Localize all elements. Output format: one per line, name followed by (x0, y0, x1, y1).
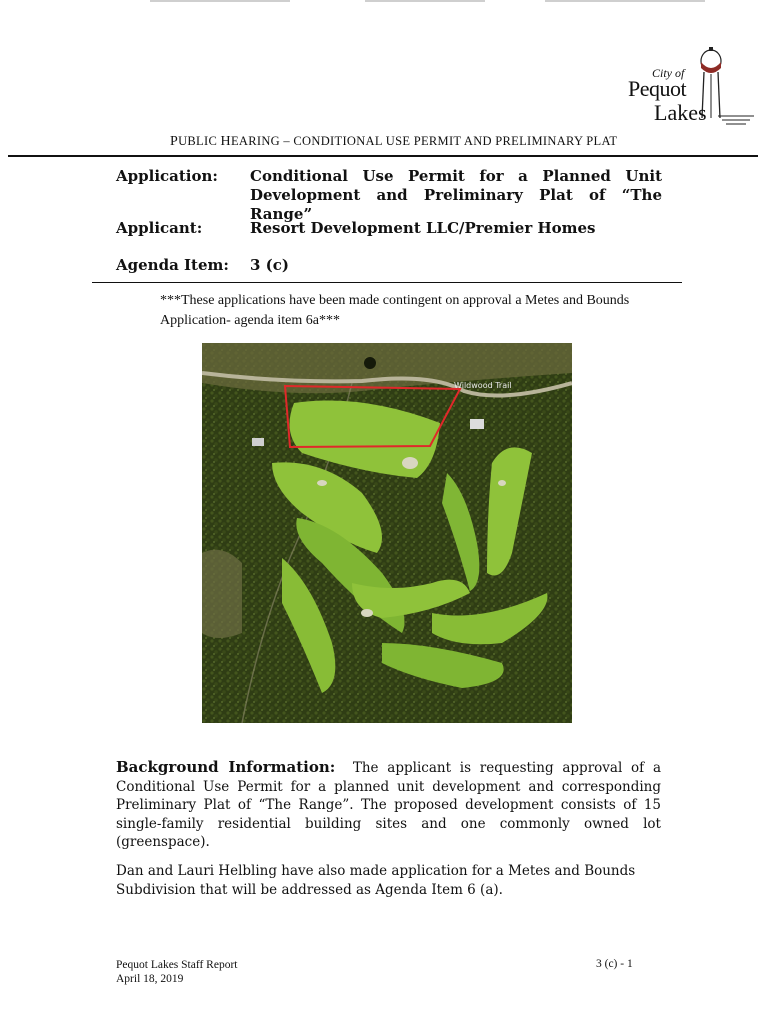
divider (8, 155, 758, 157)
background-heading: Background Information: (116, 758, 336, 776)
application-label: Application: (116, 167, 218, 185)
footer-date: April 18, 2019 (116, 973, 184, 985)
road-label: Wildwood Trail (454, 381, 512, 390)
aerial-photo (202, 343, 572, 723)
footer-left (116, 958, 237, 986)
aerial-map (202, 343, 572, 723)
background-text: The applicant is requesting approval of a Conditional Use Permit for a planned unit development and corresponding Preliminary Plat of “The Range”. The proposed development consists of 15 single-family residential building sites and one commonly owned lot (greenspace). (116, 760, 661, 850)
logo-city-of: City of (652, 66, 685, 80)
city-logo (618, 44, 758, 132)
logo-lakes: Lakes (654, 100, 707, 125)
scan-mark (545, 0, 705, 2)
application-value: Conditional Use Permit for a Planned Unit Development and Preliminary Plat of “The Range” (250, 167, 662, 223)
scan-mark (365, 0, 485, 2)
page-number: 3 (c) - 1 (596, 958, 633, 970)
footer-report: Pequot Lakes Staff Report (116, 959, 238, 971)
agenda-item-label: Agenda Item: (116, 256, 229, 274)
contingency-note: ***These applications have been made contingent on approval a Metes and Bounds Application- agenda item 6a*** (160, 293, 630, 328)
applicant-value: Resort Development LLC/Premier Homes (250, 219, 596, 237)
background-paragraph (116, 758, 661, 852)
applicant-label: Applicant: (116, 219, 203, 237)
metes-bounds-paragraph: Dan and Lauri Helbling have also made application for a Metes and Bounds Subdivision that will be addressed as Agenda Item 6 (a). (116, 863, 636, 898)
logo-pequot: Pequot (628, 76, 687, 101)
page-title: PUBLIC HEARING – CONDITIONAL USE PERMIT AND PRELIMINARY PLAT (170, 134, 618, 149)
agenda-item-value: 3 (c) (250, 256, 289, 274)
divider (92, 282, 682, 283)
scan-mark (150, 0, 290, 2)
